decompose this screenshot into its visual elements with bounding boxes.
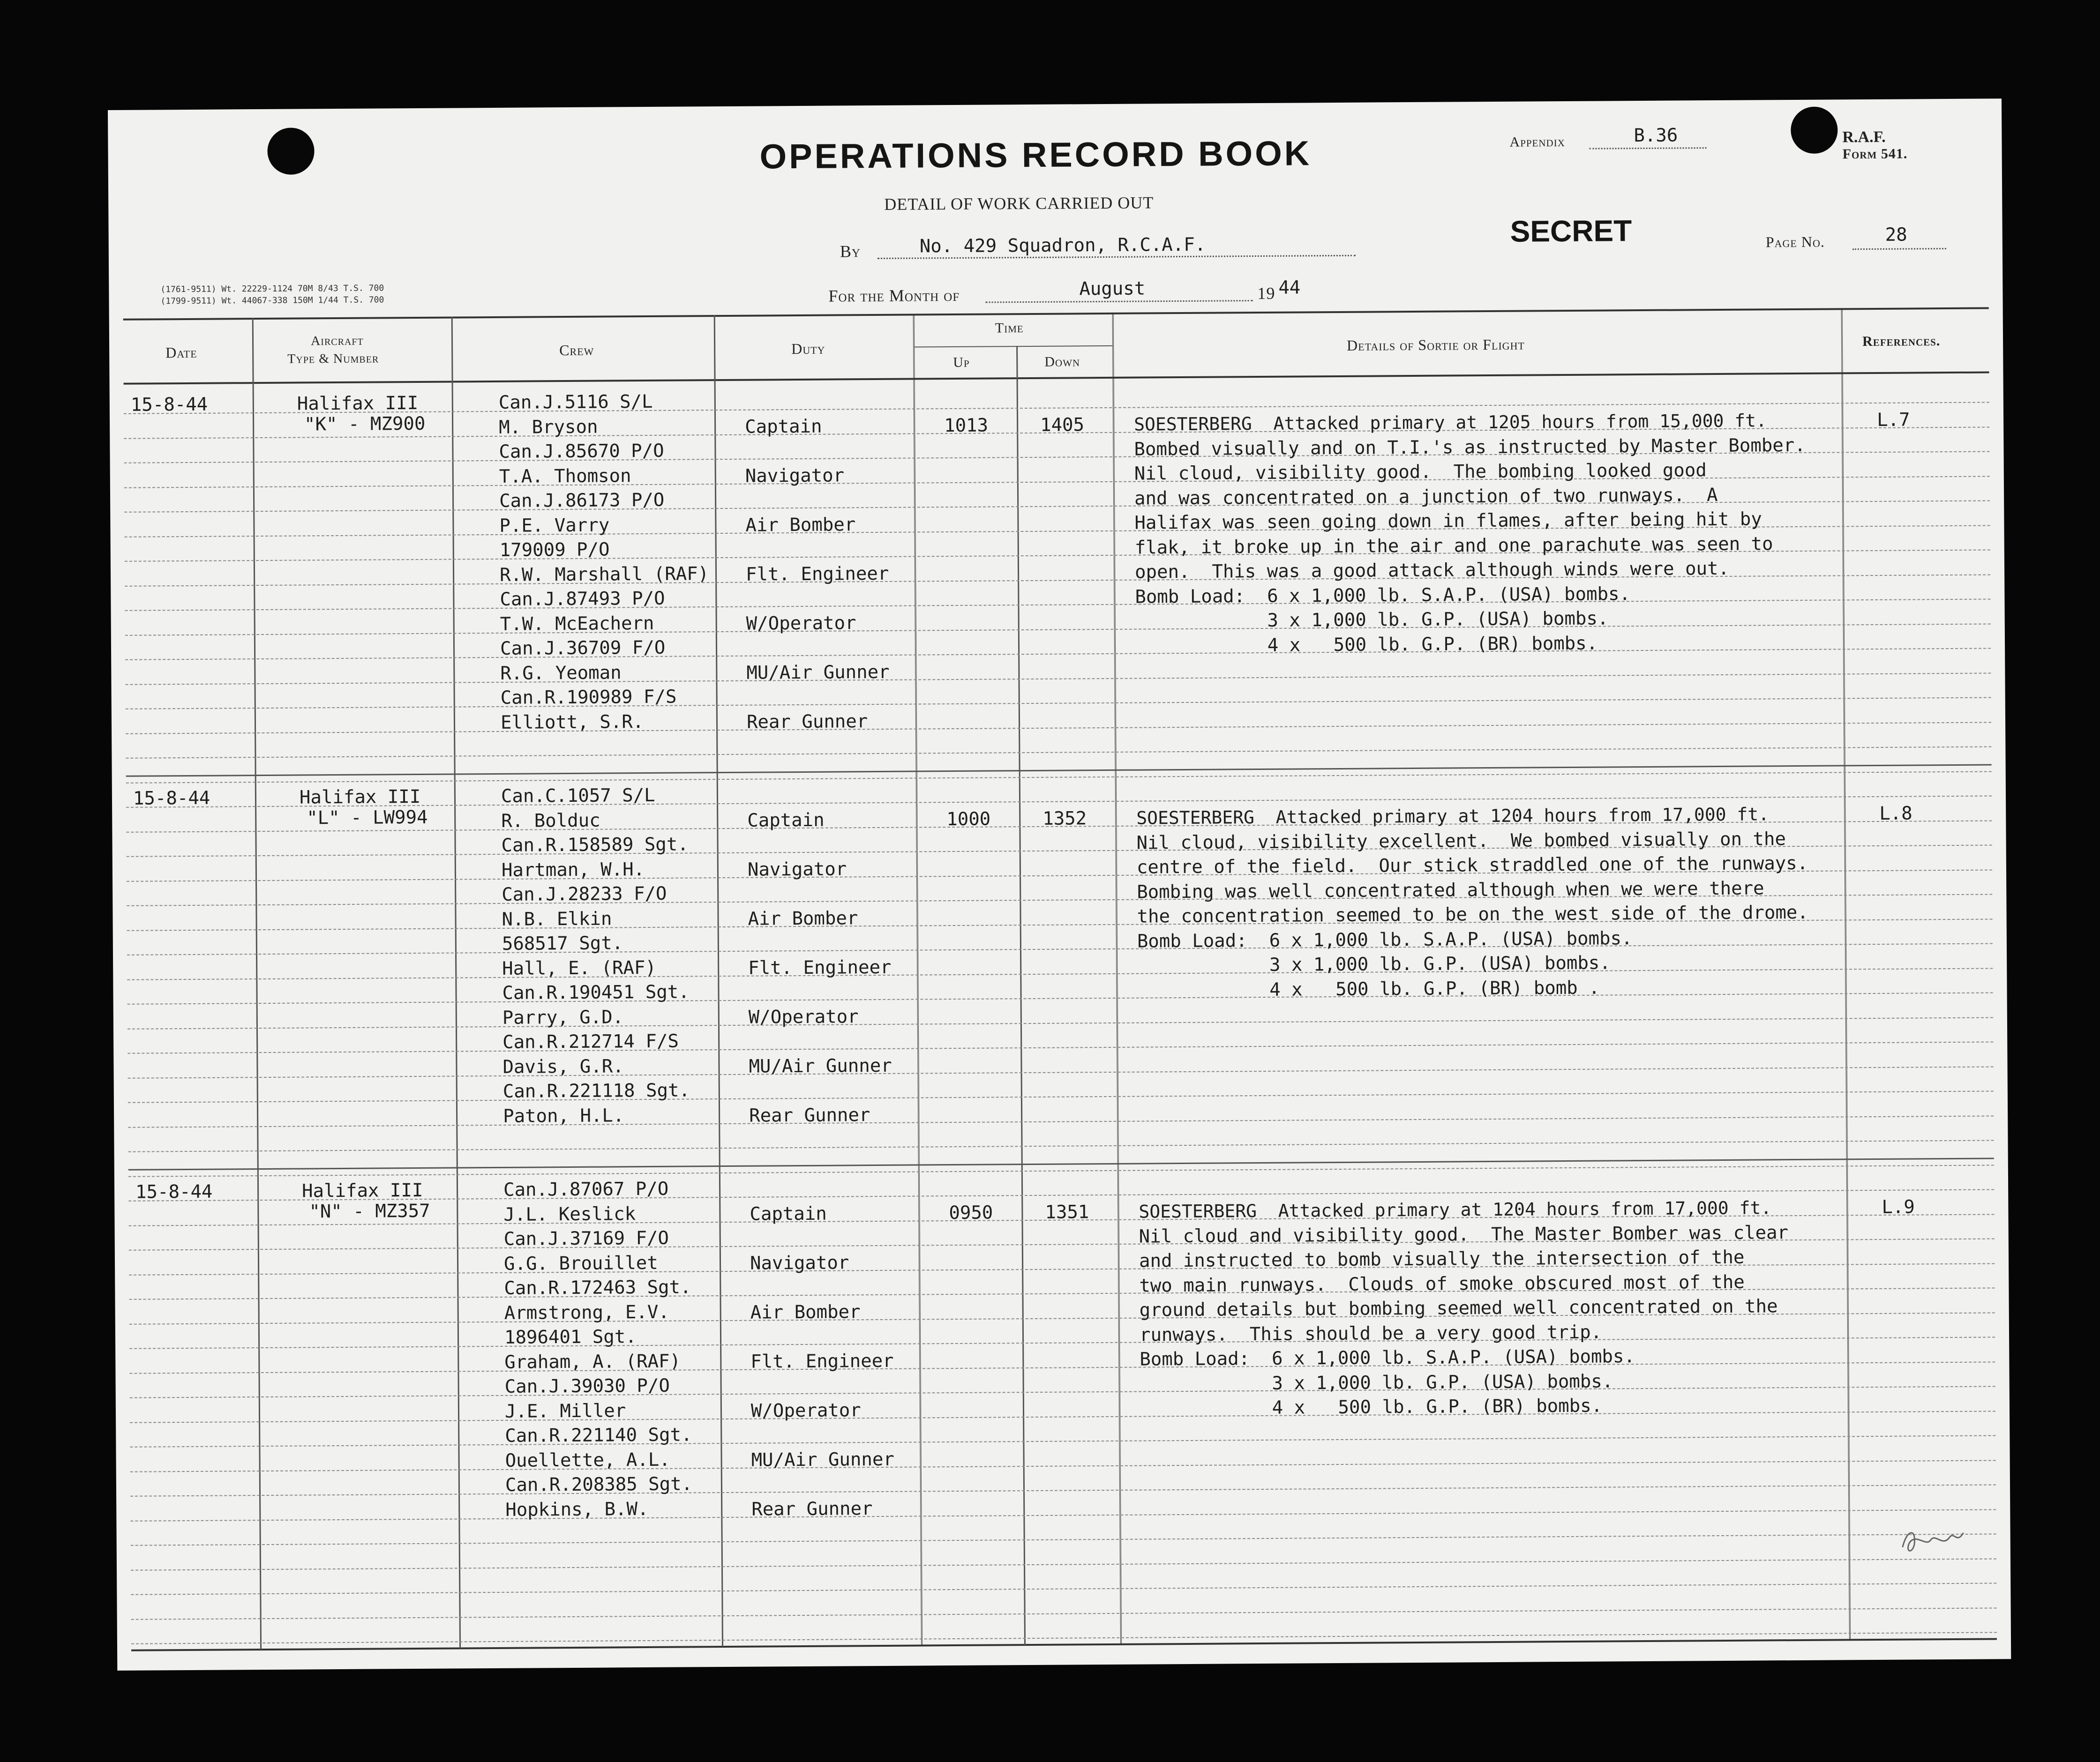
printer-line-1: (1761-9511) Wt. 22229-1124 70M 8/43 T.S. 700 [160, 283, 384, 295]
crew-line: Hopkins, B.W. [505, 1498, 649, 1521]
details-line: 4 x 500 lb. G.P. (BR) bomb . [1137, 977, 1600, 1001]
sortie-date: 15-8-44 [135, 1181, 213, 1203]
ruled-line [126, 771, 1992, 783]
duty-rear-gunner: Rear Gunner [751, 1498, 873, 1520]
col-sep-date [252, 318, 262, 1650]
crew-line: T.A. Thomson [499, 465, 631, 487]
ruled-line [129, 1361, 1995, 1374]
sortie-separator [126, 764, 1992, 776]
crew-line: Can.R.158589 Sgt. [501, 834, 689, 856]
ruled-line [130, 1460, 1996, 1472]
crew-line: Can.J.39030 P/O [504, 1375, 670, 1397]
header-crew: Crew [559, 341, 594, 359]
details-line: 4 x 500 lb. G.P. (BR) bombs. [1135, 633, 1598, 657]
duty-flt-engineer: Flt. Engineer [750, 1350, 894, 1373]
header-up: Up [953, 354, 970, 370]
duty-air-bomber: Air Bomber [748, 908, 858, 930]
details-line: Bombed visually and on T.I.'s as instructed by Master Bomber. [1134, 434, 1806, 460]
ruled-line [126, 697, 1991, 709]
record-sheet [108, 98, 2011, 1671]
crew-line: Can.R.190989 F/S [500, 686, 677, 709]
duty-w-operator: W/Operator [750, 1400, 861, 1422]
crew-line: 1896401 Sgt. [504, 1326, 637, 1348]
ruled-line [125, 648, 1991, 660]
details-line: two main runways. Clouds of smoke obscured most of the [1139, 1271, 1745, 1297]
duty-captain: Captain [750, 1203, 827, 1225]
ruled-line [131, 1632, 1997, 1644]
duty-mu-air-gunner: MU/Air Gunner [751, 1448, 895, 1471]
duty-rear-gunner: Rear Gunner [749, 1105, 870, 1127]
details-line: and was concentrated on a junction of two runways. A [1134, 484, 1718, 509]
ruled-line [128, 1066, 1994, 1078]
crew-line: Can.J.37169 F/O [503, 1227, 669, 1250]
aircraft-type: Halifax III [297, 392, 419, 415]
crew-line: Can.R.212714 F/S [502, 1030, 679, 1053]
duty-air-bomber: Air Bomber [745, 514, 856, 536]
ruled-line [128, 1115, 1994, 1127]
crew-line: J.L. Keslick [503, 1203, 636, 1225]
details-line: the concentration seemed to be on the west side of the drome. [1137, 902, 1808, 927]
ruled-line [125, 672, 1991, 685]
ruled-line [128, 992, 1993, 1004]
details-line: Nil cloud, visibility excellent. We bombed visually on the [1136, 828, 1786, 854]
crew-line: Can.J.86173 P/O [499, 489, 665, 512]
ruled-line [131, 1533, 1996, 1545]
time-up: 0950 [949, 1202, 993, 1224]
details-line: Bomb Load: 6 x 1,000 lb. S.A.P. (USA) bombs. [1140, 1346, 1635, 1370]
crew-line: Parry, G.D. [502, 1006, 624, 1029]
month-label: For the Month of [828, 285, 960, 306]
table-top-rule [123, 307, 1989, 320]
crew-line: R.G. Yeoman [500, 662, 622, 684]
duty-mu-air-gunner: MU/Air Gunner [749, 1055, 892, 1077]
crew-line: Paton, H.L. [502, 1105, 624, 1127]
details-line: Nil cloud, visibility good. The bombing looked good [1134, 460, 1707, 485]
header-aircraft-1: Aircraft [310, 333, 364, 349]
crew-line: R. Bolduc [501, 810, 600, 832]
crew-line: Can.J.5116 S/L [498, 391, 653, 413]
ruled-line [125, 623, 1991, 635]
page-value: 28 [1885, 224, 1907, 246]
ruled-line [125, 598, 1991, 611]
crew-line: M. Bryson [499, 416, 598, 438]
ruled-lines [108, 98, 2002, 110]
ruled-line [126, 722, 1991, 734]
col-sep-crew [714, 315, 723, 1647]
time-down: 1405 [1040, 414, 1085, 436]
crew-line: Hartman, W.H. [501, 859, 645, 881]
details-line: Nil cloud and visibility good. The Master Bomber was clear [1139, 1222, 1789, 1247]
duty-w-operator: W/Operator [746, 612, 856, 635]
crew-line: Can.R.190451 Sgt. [502, 981, 690, 1004]
aircraft-number: "N" - MZ357 [309, 1200, 430, 1223]
details-line: 3 x 1,000 lb. G.P. (USA) bombs. [1137, 952, 1611, 977]
sortie-separator [128, 1157, 1994, 1170]
ruled-line [130, 1484, 1996, 1496]
header-details: Details of Sortie or Flight [1347, 336, 1525, 354]
ruled-line [128, 1041, 1993, 1053]
reference-code: L.7 [1876, 409, 1910, 431]
appendix-label: Appendix [1509, 134, 1565, 150]
header-references: References. [1862, 333, 1941, 350]
crew-line: N.B. Elkin [502, 908, 612, 930]
details-line: SOESTERBERG Attacked primary at 1205 hours from 15,000 ft. [1134, 410, 1767, 435]
crew-line: Can.J.85670 P/O [499, 440, 664, 463]
ruled-line [127, 968, 1993, 980]
crew-line: Can.R.172463 Sgt. [504, 1277, 691, 1299]
ruled-line [128, 1017, 1993, 1029]
aircraft-type: Halifax III [299, 786, 421, 808]
crew-line: J.E. Miller [504, 1400, 626, 1422]
header-time: Time [995, 320, 1024, 336]
ruled-line [130, 1411, 1995, 1423]
duty-captain: Captain [747, 809, 825, 831]
crew-line: Can.R.221140 Sgt. [505, 1424, 692, 1447]
crew-line: Can.R.221118 Sgt. [502, 1080, 690, 1102]
details-line: SOESTERBERG Attacked primary at 1204 hours from 17,000 ft. [1136, 804, 1770, 829]
page-line [1852, 248, 1946, 250]
ruled-line [131, 1558, 1996, 1570]
time-up: 1000 [946, 808, 991, 830]
ruled-line [130, 1509, 1996, 1521]
crew-line: Ouellette, A.L. [505, 1449, 670, 1471]
details-line: 3 x 1,000 lb. G.P. (USA) bombs. [1135, 608, 1609, 632]
time-subheader-rule [915, 345, 1112, 348]
col-sep-up [1016, 346, 1026, 1645]
time-up: 1013 [944, 415, 989, 437]
details-line: Bomb Load: 6 x 1,000 lb. S.A.P. (USA) bombs. [1137, 927, 1633, 952]
crew-line: Can.J.87493 P/O [500, 588, 665, 610]
crew-line: Davis, G.R. [502, 1055, 624, 1078]
aircraft-type: Halifax III [301, 1180, 423, 1202]
form-subtitle: DETAIL OF WORK CARRIED OUT [884, 193, 1154, 214]
printer-line-2: (1799-9511) Wt. 44067-338 150M 1/44 T.S. 700 [160, 295, 384, 306]
squadron-value: No. 429 Squadron, R.C.A.F. [919, 234, 1206, 257]
crew-line: Can.J.87067 P/O [503, 1178, 669, 1201]
form-title: OPERATIONS RECORD BOOK [759, 134, 1312, 176]
details-line: centre of the field. Our stick straddled one of the runways. [1136, 852, 1808, 878]
details-line: 4 x 500 lb. G.P. (BR) bombs. [1140, 1395, 1603, 1419]
ruled-line [128, 1140, 1994, 1152]
details-line: runways. This should be a very good trip. [1139, 1322, 1602, 1346]
year-value: 44 [1278, 277, 1301, 299]
crew-line: 179009 P/O [499, 539, 610, 561]
aircraft-number: "L" - LW994 [307, 806, 428, 829]
duty-navigator: Navigator [747, 859, 847, 881]
details-line: flak, it broke up in the air and one parachute was seen to [1134, 533, 1773, 559]
ruled-line [130, 1386, 1995, 1398]
details-line: 3 x 1,000 lb. G.P. (USA) bombs. [1140, 1370, 1613, 1395]
duty-navigator: Navigator [750, 1252, 849, 1274]
crew-line: Graham, A. (RAF) [504, 1351, 681, 1373]
appendix-value: B.36 [1634, 125, 1678, 147]
reference-code: L.9 [1882, 1196, 1915, 1218]
details-line: open. This was a good attack although winds were out. [1134, 558, 1730, 583]
crew-line: Armstrong, E.V. [504, 1301, 670, 1324]
crew-line: Can.R.208385 Sgt. [505, 1473, 693, 1496]
duty-captain: Captain [745, 416, 822, 438]
punch-hole-left [267, 127, 315, 175]
sortie-date: 15-8-44 [133, 787, 210, 809]
duty-navigator: Navigator [745, 465, 845, 487]
by-label: By [840, 242, 861, 261]
sortie-date: 15-8-44 [130, 394, 208, 416]
page-label: Page No. [1765, 233, 1825, 251]
col-sep-down [1112, 313, 1124, 1644]
year-prefix: 19 [1257, 284, 1275, 303]
col-sep-details [1841, 308, 1852, 1640]
ruled-line [128, 1090, 1994, 1103]
details-line: Halifax was seen going down in flames, after being hit by [1134, 508, 1762, 534]
time-down: 1351 [1045, 1202, 1089, 1223]
duty-flt-engineer: Flt. Engineer [745, 563, 889, 585]
crew-line: Can.C.1057 S/L [501, 784, 655, 807]
form-number-line1: R.A.F. [1842, 128, 1886, 146]
table-header-rule [124, 371, 1989, 384]
ruled-line [127, 943, 1993, 955]
appendix-line [1590, 147, 1707, 149]
col-sep-duty [913, 314, 924, 1645]
aircraft-number: "K" - MZ900 [304, 413, 426, 435]
punch-hole-right [1791, 106, 1838, 154]
details-line: ground details but bombing seemed well concentrated on the [1139, 1296, 1778, 1321]
crew-line: G.G. Brouillet [503, 1252, 658, 1275]
duty-w-operator: W/Operator [748, 1006, 859, 1028]
initials-signature [1898, 1519, 1982, 1561]
ruled-line [129, 1336, 1995, 1349]
ruled-line [131, 1607, 1997, 1620]
header-aircraft-2: Type & Number [287, 351, 379, 366]
ruled-line [131, 1583, 1996, 1595]
col-sep-aircraft [451, 317, 461, 1649]
secret-stamp: SECRET [1510, 214, 1632, 248]
month-value: August [1079, 278, 1146, 300]
duty-mu-air-gunner: MU/Air Gunner [746, 661, 890, 684]
crew-line: Hall, E. (RAF) [502, 957, 657, 979]
ruled-line [126, 746, 1991, 758]
header-down: Down [1044, 354, 1080, 370]
crew-line: P.E. Varry [499, 514, 610, 537]
details-line: SOESTERBERG Attacked primary at 1204 hours from 17,000 ft. [1139, 1197, 1772, 1222]
duty-air-bomber: Air Bomber [750, 1301, 861, 1323]
header-date: Date [165, 343, 197, 361]
crew-line: Can.J.28233 F/O [502, 883, 667, 905]
crew-line: Can.J.36709 F/O [500, 637, 666, 659]
reference-code: L.8 [1879, 803, 1912, 824]
details-line: Bombing was well concentrated although when we were there [1137, 877, 1764, 903]
table-bottom-rule [131, 1638, 1997, 1651]
ruled-line [130, 1435, 1995, 1447]
header-duty: Duty [791, 340, 825, 358]
form-number-line2: Form 541. [1842, 146, 1908, 162]
duty-rear-gunner: Rear Gunner [746, 711, 868, 733]
month-line [986, 300, 1253, 303]
details-line: Bomb Load: 6 x 1,000 lb. S.A.P. (USA) bombs. [1135, 583, 1631, 608]
crew-line: 568517 Sgt. [502, 933, 623, 955]
ruled-line [128, 1165, 1994, 1177]
duty-flt-engineer: Flt. Engineer [748, 956, 892, 979]
crew-line: R.W. Marshall (RAF) [499, 563, 709, 586]
details-line: and instructed to bomb visually the intersection of the [1139, 1247, 1745, 1272]
crew-line: Elliott, S.R. [500, 711, 644, 733]
crew-line: T.W. McEachern [500, 612, 654, 635]
time-down: 1352 [1042, 808, 1087, 829]
